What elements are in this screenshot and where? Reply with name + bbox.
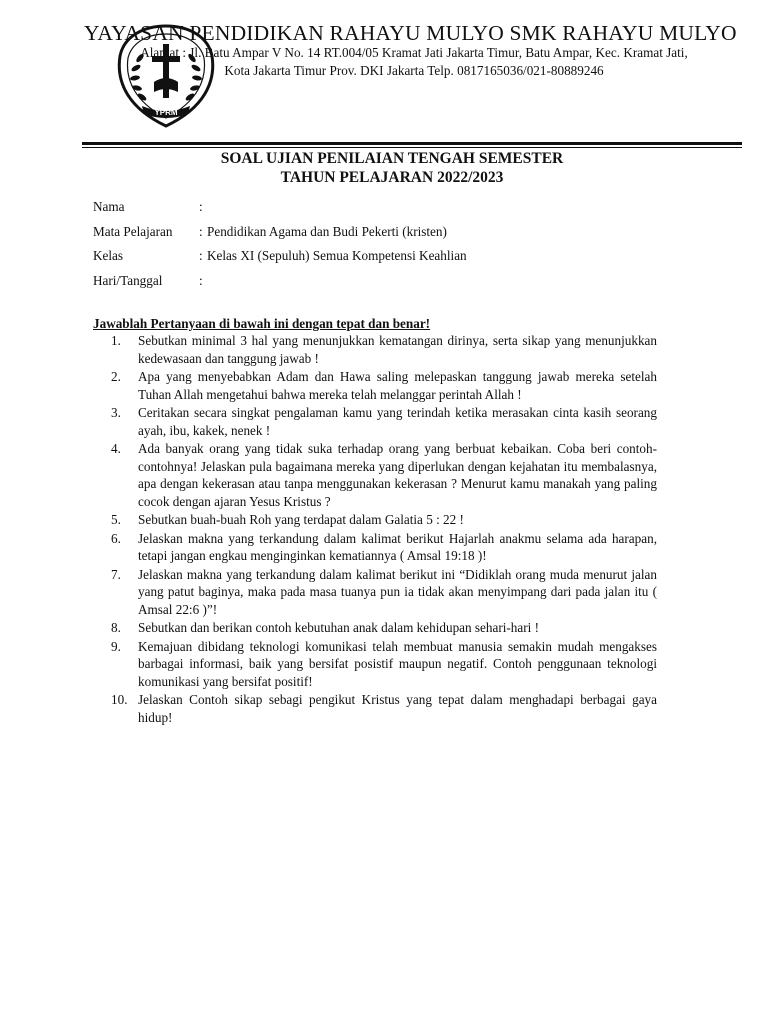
logo-lettering: YPRM <box>154 108 178 117</box>
info-colon: : <box>199 272 203 288</box>
question-item <box>93 691 657 726</box>
info-colon: : <box>199 199 203 214</box>
question-item <box>93 368 657 403</box>
question-number: 4. <box>111 441 121 456</box>
header-rule-thin <box>82 147 742 148</box>
info-label: Nama <box>93 199 125 214</box>
question-item <box>93 566 657 619</box>
question-number: 8. <box>111 620 121 635</box>
header-rule-thick <box>82 142 742 145</box>
question-number: 5. <box>111 512 121 527</box>
exam-title <box>82 149 702 187</box>
question-number: 9. <box>111 638 121 654</box>
question-number: 6. <box>111 530 121 546</box>
school-address <box>84 44 744 80</box>
exam-title-line-2: TAHUN PELAJARAN 2022/2023 <box>280 169 504 186</box>
question-text: Jelaskan makna yang terkandung dalam kalimat berikut Hajarlah anakmu selama ada harapan, tetapi jangan engkau menginginkan kematiannya ( Amsal 19:18 )! <box>138 530 657 563</box>
address-line-1: Alamat : Jl. Batu Ampar V No. 14 RT.004/05 Kramat Jati Jakarta Timur, Batu Ampar, Kec. Kramat Jati, <box>140 45 688 60</box>
student-info <box>93 199 467 297</box>
info-row-hari-tanggal <box>93 273 467 298</box>
question-item <box>93 530 657 565</box>
question-item <box>93 440 657 510</box>
question-number: 7. <box>111 566 121 582</box>
info-colon: : <box>199 223 203 239</box>
info-row-mata-pelajaran <box>93 224 467 249</box>
question-number: 3. <box>111 405 121 420</box>
question-item <box>93 638 657 691</box>
question-text: Kemajuan dibidang teknologi komunikasi telah membuat manusia semakin mudah mengakses barbagai informasi, baik yang bersifat posistif maupun negatif. Contoh penggunaan teknologi komunikasi yang bersifat positif! <box>138 638 657 689</box>
address-line-2: Kota Jakarta Timur Prov. DKI Jakarta Telp. 0817165036/021-80889246 <box>224 63 604 78</box>
info-row-nama <box>93 199 467 224</box>
instruction: Jawablah Pertanyaan di bawah ini dengan tepat dan benar! <box>93 316 431 331</box>
exam-title-line-1: SOAL UJIAN PENILAIAN TENGAH SEMESTER <box>220 150 564 167</box>
question-item <box>93 619 657 637</box>
info-value: Pendidikan Agama dan Budi Pekerti (kristen) <box>207 223 447 239</box>
info-label: Kelas <box>93 248 124 263</box>
question-text: Ceritakan secara singkat pengalaman kamu yang terindah ketika merasakan cinta kasih seorang ayah, ibu, kakek, nenek ! <box>138 405 657 438</box>
question-number: 1. <box>111 333 121 348</box>
question-text: Jelaskan Contoh sikap sebagi pengikut Kristus yang tepat dalam menghadapi berbagai gaya hidup! <box>138 692 657 725</box>
question-text: Sebutkan dan berikan contoh kebutuhan anak dalam kehidupan sehari-hari ! <box>138 620 539 635</box>
question-text: Sebutkan buah-buah Roh yang terdapat dalam Galatia 5 : 22 ! <box>138 512 464 527</box>
question-number: 10. <box>111 692 128 707</box>
question-text: Jelaskan makna yang terkandung dalam kalimat berikut ini “Didiklah orang muda menurut jalan yang patut baginya, maka pada masa tuanya pun ia tidak akan menyimpang dari pada jalan itu ( Amsal 22:6 )”! <box>138 566 657 617</box>
info-colon: : <box>199 248 203 263</box>
info-label: Mata Pelajaran <box>93 223 173 239</box>
info-value: Kelas XI (Sepuluh) Semua Kompetensi Keahlian <box>207 248 467 263</box>
question-item <box>93 404 657 439</box>
question-list <box>93 332 657 727</box>
info-label: Hari/Tanggal <box>93 272 163 288</box>
question-text: Ada banyak orang yang tidak suka terhadap orang yang berbuat kebaikan. Coba beri contoh-contohnya! Jelaskan pula bagaimana mereka yang diperlukan dengan kejahatan itu membalasnya, apa dengan kekerasan atau tanpa menggunakan kekerasan ? Menurut kamu manakah yang paling cocok dengan ajaran Yesus Kristus ? <box>138 441 657 509</box>
question-item <box>93 511 657 529</box>
question-text: Apa yang menyebabkan Adam dan Hawa saling melepaskan tanggung jawab mereka setelah Tuhan Allah mengetahui bahwa mereka telah melanggar perintah Allah ! <box>138 369 657 402</box>
question-text: Sebutkan minimal 3 hal yang menunjukkan kematangan dirinya, serta sikap yang menunjukkan kedewasaan dan tanggung jawab ! <box>138 333 657 366</box>
school-name: YAYASAN PENDIDIKAN RAHAYU MULYO SMK RAHAYU MULYO <box>84 21 737 45</box>
question-number: 2. <box>111 369 121 384</box>
info-row-kelas <box>93 248 467 273</box>
question-item <box>93 332 657 367</box>
